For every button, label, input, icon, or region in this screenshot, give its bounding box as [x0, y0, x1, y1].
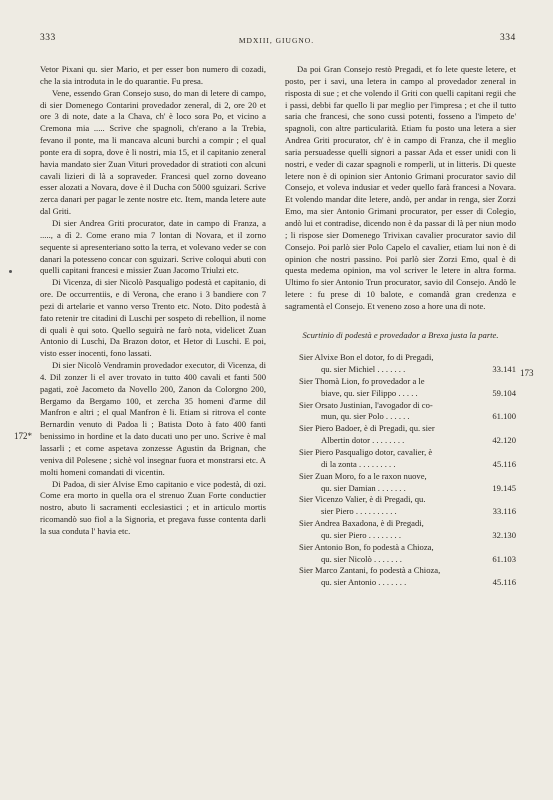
- margin-note-left: 172*: [14, 431, 32, 441]
- scrutiny-list: [285, 352, 516, 589]
- candidate-name-cont: qu. sier Antonio . . . . . . .: [321, 577, 407, 588]
- candidate-name-cont: qu. sier Michiel . . . . . . .: [321, 364, 406, 375]
- candidate-name: Sier Marco Zantani, fo podestà a Chioza,: [299, 565, 441, 576]
- candidate-name: Sier Thomà Lion, fo provedador a le: [299, 375, 425, 386]
- vote-count: 61.103: [492, 553, 516, 564]
- candidate-name-cont: di la zonta . . . . . . . . .: [321, 458, 396, 469]
- candidate-name: Sier Antonio Bon, fo podestà a Chioza,: [299, 541, 434, 552]
- margin-note-right: 173: [520, 368, 534, 378]
- vote-count: 19.145: [492, 482, 516, 493]
- vote-count: 45.116: [492, 577, 516, 588]
- vote-count: 61.100: [492, 411, 516, 422]
- candidate-name: Sier Piero Badoer, è di Pregadi, qu. sier: [299, 423, 435, 434]
- candidate-name: Sier Alvixe Bon el dotor, fo di Pregadi,: [299, 352, 434, 363]
- candidate-name-cont: biave, qu. sier Filippo . . . . .: [321, 387, 418, 398]
- list-item: [299, 565, 516, 589]
- list-item: [299, 423, 516, 447]
- candidate-name: Sier Zuan Moro, fo a le raxon nuove,: [299, 470, 427, 481]
- candidate-name: Sier Piero Pasqualigo dotor, cavalier, è: [299, 446, 433, 457]
- paragraph: Di Vicenza, di sier Nicolò Pasqualigo podestà et capitanio, di ore. De occurrentiis, e di Verona, che erano i 3 bandiere con 7 pezi di artelarie et vanno verso Trento etc. Noto. Dito podestà à fato retenir tre citadini di Luschi per sospeto di rebellion, il nome di quali è qui soto. Quello seguirà ne farò nota, videlicet Zuan Antonio di Luschi, Da Brazon dotor, et Hetor di Luschi. E poi, visto esser inocenti, fono lassati.: [40, 277, 266, 359]
- candidate-name-cont: qu. sier Damian . . . . . . .: [321, 482, 406, 493]
- list-item: [299, 447, 516, 471]
- paragraph: Di Padoa, di sier Alvise Emo capitanio e vice podestà, di ozi. Come era morto in quella ora el strenuo Zuan Forte conductier nostro, abuto li sacramenti ecclesiastici ; et in articulo mortis ricomandò suo fiol a la Signoria, et pregava fusse contenta darli la sua conduta l' havia etc.: [40, 478, 266, 536]
- list-item: [299, 400, 516, 424]
- left-column: [40, 64, 266, 538]
- running-title: MDXIII, GIUGNO.: [238, 36, 315, 45]
- paragraph: Vene, essendo Gran Consejo suso, do man di letere di campo, di sier Domenego Contarini provedador zeneral, di 2, ore 20 et ore 3 di note, date a la Chava, ch' è loco sora Po, et vicino a Cremona mia ..... Scrive che spagnoli, ch'erano a la Trebia, fevano il ponte, ma li mancava alcuni burchi a compir ; el qual ponte era di sopra, dove è li nostri, mia 15, et il capitanio zeneral havia mandato sier Zuan Vituri provedador di stratioti con alcuni cavali lizieri di là a sopraveder. Francesi quel zorno doveano esser alozati a Novara, dove è il Ducha con 5000 sguizari. Scrive zerca danari per pagar le zente nostre etc. Item, manda letere aute dal Griti.: [40, 87, 266, 217]
- candidate-name-cont: qu. sier Nicolò . . . . . . .: [321, 553, 402, 564]
- left-page-number: 333: [40, 33, 56, 43]
- list-item: [299, 494, 516, 518]
- vote-count: 33.141: [492, 364, 516, 375]
- candidate-name: Sier Andrea Baxadona, è di Pregadi,: [299, 518, 424, 529]
- paragraph: Di sier Andrea Griti procurator, date in campo di Franza, a ....., a dì 2. Come erano mia 7 lontan di Novara, et il zorno sequente si apresenteriano sotto la terra, et volevano veder se con danari la potesseno concar con sguizari. Scrive coloqui abuti con quelli capitani francesi e missier Zuan Jacomo Triulzi etc.: [40, 217, 266, 276]
- list-item: [299, 376, 516, 400]
- list-item: [299, 542, 516, 566]
- list-item: [299, 471, 516, 495]
- paragraph: Di sier Nicolò Vendramin provedador executor, di Vicenza, di 4. Dil zonzer li el aver trovato in tutto 400 cavali et fanti 500 pagati, zoè Jacometo da Novello 200, Zanon da Colorgno 200, Bergamo da Bergamo 100, et zercha 35 homeni d'arme dil Manfron e altri ; el qual Manfron è li. Etiam si ritrova el conte Bernardin venuto di Padoa li ; Batista Doto à fato 400 fanti benissimo in hordine et la dato ducati uno per uno. Scrive è mal lassarli ; et come aspetava zonzesse Agustin da Brignan, che veniva dil Polesene ; sichè vol insegnar fuora et monstrarsi etc. A molti homeni comandati di vicentin.: [40, 360, 266, 477]
- list-item: [299, 352, 516, 376]
- candidate-name-cont: mun, qu. sier Polo . . . . . .: [321, 411, 410, 422]
- vote-count: 59.104: [492, 387, 516, 398]
- right-column: [285, 64, 516, 589]
- candidate-name-cont: sier Piero . . . . . . . . . .: [321, 506, 397, 517]
- paragraph: Da poi Gran Consejo restò Pregadi, et fo lete queste letere, et posto, per i savi, una letera in campo al provedador zeneral in risposta di sue ; et che volendo il Griti con quelli capitani regii che i passi, debbi far quello li par meglio per l'impresa ; et che il tutto saria che francesi, che sono cussi potenti, fosseno a l'impeto de' spagnoli, con altre particularità. Etiam fu posto una letera a sier Andrea Griti procurator, ch' è in campo di Franza, che il meglio saria persuadesse quelli signori a passar Ada et esser unidi con li nostri, e veder di cazar spagnoli e romperli, ut in litteris. Di queste letere non è di opinion sier Antonio Grimani procurator savio dil Consejo, et voleva indusiar et veder quello farà francesi a Novara. Et volendo mandar dite letere, andò, per andar in renga, sier Zorzi Emo, ma sier Antonio Grimani procurator, per esser di Colegio, andò lui et contradise, dicendo non è da passar di là per niun modo ; li rispose sier Domenego Trivixan cavalier procurator savio dil Consejo. Poi parlò sier Polo Capelo el cavalier, etiam lui non è di opinion che nostri passino. Poi parlò sier Zorzi Emo, qual è di questa medema opinion, ma vol scriver le letere in altra forma. Ultimo fo sier Antonio Trun procurator, savio dil Consejo. Andò le letere : fu prese di 10 balote, e comandà gran credenza e sagramentà el Consejo. Et veneno zoso a hore una di note.: [285, 64, 516, 311]
- list-item: [299, 518, 516, 542]
- candidate-name-cont: qu. sier Piero . . . . . . . .: [321, 529, 401, 540]
- vote-count: 32.130: [492, 529, 516, 540]
- margin-mark: [9, 270, 12, 273]
- paragraph: Vetor Pixani qu. sier Mario, et per esser bon numero di cozadi, che la sia introduta in le do quarantie. Fu presa.: [40, 64, 266, 86]
- vote-count: 33.116: [492, 506, 516, 517]
- vote-count: 42.120: [492, 435, 516, 446]
- vote-count: 45.116: [492, 458, 516, 469]
- candidate-name-cont: Albertin dotor . . . . . . . .: [321, 435, 405, 446]
- candidate-name: Sier Orsato Justinian, l'avogador di co-: [299, 399, 433, 410]
- right-page-number: 334: [500, 33, 516, 43]
- scrutiny-title: Scurtinio di podestà e provedador a Brexa justa la parte.: [302, 329, 499, 340]
- candidate-name: Sier Vicenzo Valier, è di Pregadi, qu.: [299, 494, 426, 505]
